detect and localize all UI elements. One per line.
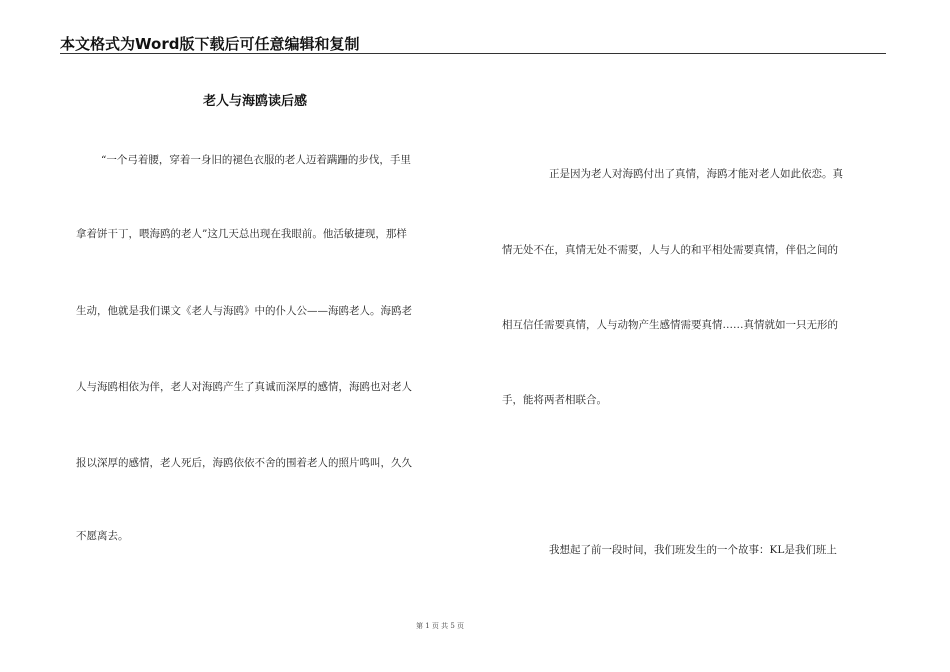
right-paragraph-line: 正是因为老人对海鸥付出了真情，海鸥才能对老人如此依恋。真 <box>549 168 843 180</box>
right-paragraph-line: 情无处不在，真情无处不需要，人与人的和平相处需要真情，伴侣之间的 <box>502 244 838 256</box>
page-number-footer: 第 1 页 共 5 页 <box>415 622 465 630</box>
left-paragraph-line: 人与海鸥相依为伴，老人对海鸥产生了真诚而深厚的感情，海鸥也对老人 <box>76 381 412 393</box>
right-paragraph-line: 手，能将两者相联合。 <box>502 394 607 406</box>
page-header-text: 本文格式为Word版下载后可任意编辑和复制 <box>60 35 360 53</box>
document-title: 老人与海鸥读后感 <box>203 94 308 109</box>
left-paragraph-line: 报以深厚的感情，老人死后，海鸥依依不舍的围着老人的照片鸣叫，久久 <box>76 457 412 469</box>
right-paragraph-line: 我想起了前一段时间，我们班发生的一个故事：KL是我们班上 <box>549 544 837 556</box>
right-paragraph-line: 相互信任需要真情，人与动物产生感情需要真情……真情就如一只无形的 <box>502 319 838 331</box>
header-divider <box>60 53 886 54</box>
left-paragraph-line: 不愿离去。 <box>76 530 129 542</box>
left-paragraph-line: 拿着饼干丁，喂海鸥的老人”这几天总出现在我眼前。他活敏捷现，那样 <box>76 228 407 240</box>
left-paragraph-line: “一个弓着腰，穿着一身旧的褪色衣服的老人迈着蹒跚的步伐，手里 <box>101 154 411 166</box>
left-paragraph-line: 生动，他就是我们课文《老人与海鸥》中的仆人公——海鸥老人。海鸥老 <box>76 305 412 317</box>
